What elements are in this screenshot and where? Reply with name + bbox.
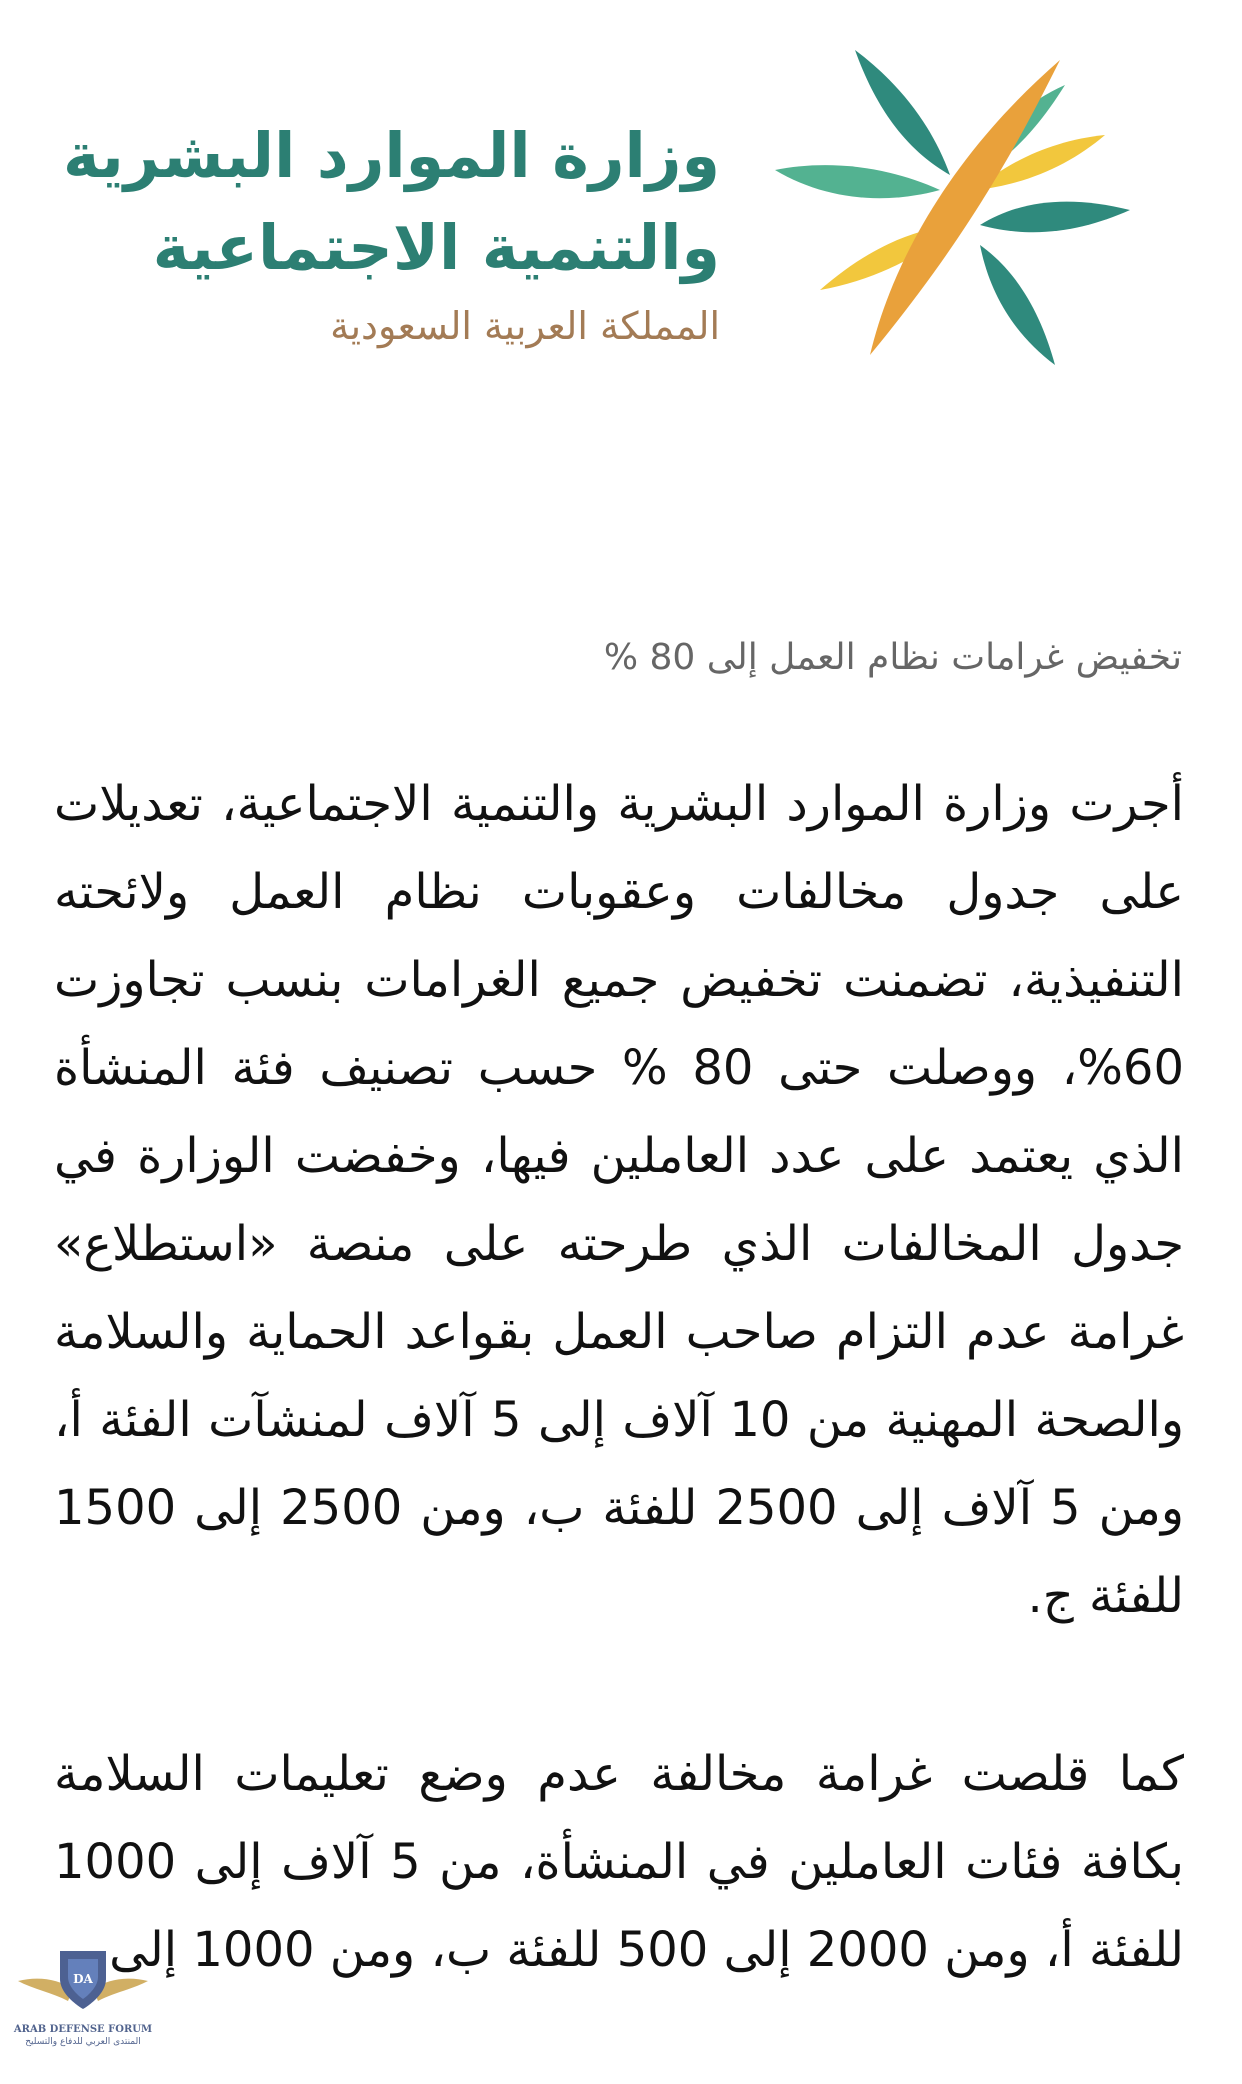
logo-title-line1: وزارة الموارد البشرية: [62, 119, 720, 192]
logo-country-line: المملكة العربية السعودية: [330, 304, 720, 348]
eagle-shield-icon: [8, 1941, 158, 2021]
watermark-monogram: DA: [73, 1972, 93, 1986]
forum-watermark: [8, 1941, 158, 2047]
article-paragraph-2: كما قلصت غرامة مخالفة عدم وضع تعليمات السلامة بكافة فئات العاملين في المنشأة، من 5 آلاف إلى 1000 للفئة أ، ومن 2000 إلى 500 للفئة ب، ومن 1000 إلى: [54, 1746, 1184, 1978]
emblem-petal-right: [980, 202, 1130, 233]
logo-wordmark: [62, 110, 720, 358]
emblem-petal-left: [775, 165, 940, 198]
emblem-petal-top-left: [855, 50, 950, 175]
article-body: [54, 760, 1184, 2084]
ministry-emblem-icon: [765, 40, 1145, 370]
article-headline: تخفيض غرامات نظام العمل إلى 80 %: [603, 637, 1182, 678]
article-paragraph-1: أجرت وزارة الموارد البشرية والتنمية الاجتماعية، تعديلات على جدول مخالفات وعقوبات نظام العمل ولائحته التنفيذية، تضمنت تخفيض جميع الغرامات بنسب تجاوزت 60%، ووصلت حتى 80 % حسب تصنيف فئة المنشأة الذي يعتمد على عدد العاملين فيها، وخفضت الوزارة في جدول المخالفات الذي طرحته على منصة «استطلاع» غرامة عدم التزام صاحب العمل بقواعد الحماية والسلامة والصحة المهنية من 10 آلاف إلى 5 آلاف لمنشآت الفئة أ، ومن 5 آلاف إلى 2500 للفئة ب، ومن 2500 إلى 1500 للفئة ج.: [54, 776, 1185, 1624]
watermark-name: ARAB DEFENSE FORUM: [13, 2024, 153, 2035]
emblem-petal-bottom-right: [980, 245, 1055, 365]
ministry-logo: [0, 0, 1242, 420]
logo-title-line2: والتنمية الاجتماعية: [152, 211, 720, 284]
watermark-subtitle: المنتدى العربي للدفاع والتسليح: [25, 2037, 141, 2047]
